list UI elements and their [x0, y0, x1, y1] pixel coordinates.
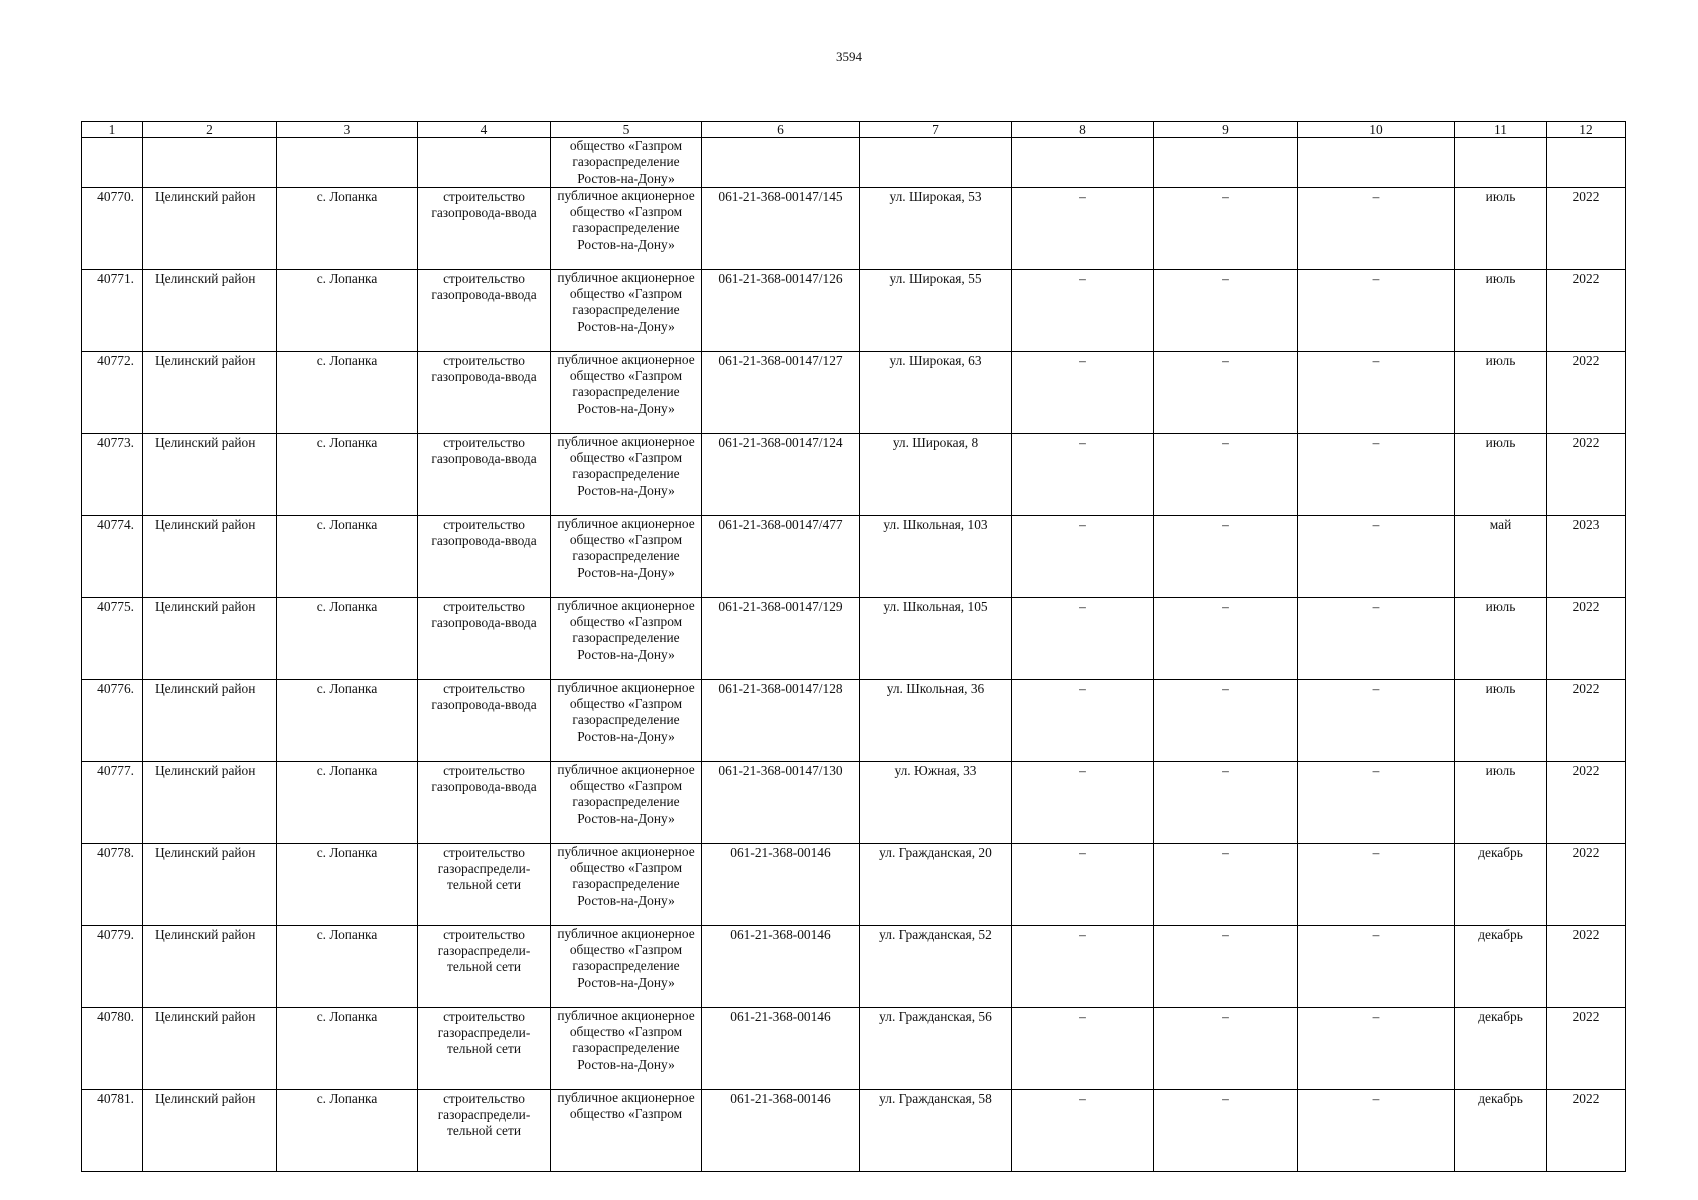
col8-cell: – [1012, 269, 1154, 351]
work-type-cell: строительство газопровода-ввода [418, 351, 551, 433]
permit-code-cell: 061-21-368-00147/126 [702, 269, 860, 351]
table-row [82, 269, 1626, 351]
year-cell: 2022 [1547, 1007, 1626, 1089]
address-cell: ул. Гражданская, 58 [860, 1089, 1012, 1171]
row-number-cell: 40771. [82, 269, 143, 351]
row-number-cell: 40777. [82, 761, 143, 843]
col9-cell: – [1154, 187, 1298, 269]
year-cell: 2022 [1547, 597, 1626, 679]
col10-cell: – [1298, 1089, 1455, 1171]
table-row [82, 433, 1626, 515]
month-cell: декабрь [1455, 925, 1547, 1007]
col10-cell: – [1298, 925, 1455, 1007]
month-cell: декабрь [1455, 1007, 1547, 1089]
organization-cell: публичное акционерное общество «Газпром газораспределение Ростов-на-Дону» [551, 925, 702, 1007]
settlement-cell: с. Лопанка [277, 761, 418, 843]
address-cell: ул. Гражданская, 52 [860, 925, 1012, 1007]
year-cell: 2022 [1547, 187, 1626, 269]
permit-code-cell: 061-21-368-00147/477 [702, 515, 860, 597]
col10-cell: – [1298, 351, 1455, 433]
row-number-cell: 40773. [82, 433, 143, 515]
column-number-row [82, 122, 1626, 138]
work-type-cell: строительство газопровода-ввода [418, 597, 551, 679]
address-cell: ул. Школьная, 105 [860, 597, 1012, 679]
table-row [82, 351, 1626, 433]
work-type-cell: строительство газораспредели-тельной сети [418, 1007, 551, 1089]
work-type-cell: строительство газопровода-ввода [418, 761, 551, 843]
work-type-cell: строительство газораспредели-тельной сети [418, 843, 551, 925]
col9-cell: – [1154, 351, 1298, 433]
year-cell: 2022 [1547, 351, 1626, 433]
col9-cell: – [1154, 433, 1298, 515]
district-cell: Целинский район [143, 597, 277, 679]
address-cell: ул. Школьная, 103 [860, 515, 1012, 597]
permit-code-cell: 061-21-368-00147/130 [702, 761, 860, 843]
organization-cell: публичное акционерное общество «Газпром газораспределение Ростов-на-Дону» [551, 761, 702, 843]
organization-cell: публичное акционерное общество «Газпром газораспределение Ростов-на-Дону» [551, 679, 702, 761]
settlement-cell: с. Лопанка [277, 351, 418, 433]
col9-cell: – [1154, 597, 1298, 679]
district-cell: Целинский район [143, 1007, 277, 1089]
district-cell: Целинский район [143, 433, 277, 515]
row-number-cell: 40775. [82, 597, 143, 679]
page-number: 3594 [836, 49, 862, 64]
row-number-cell: 40778. [82, 843, 143, 925]
col10-cell: – [1298, 1007, 1455, 1089]
permit-code-cell: 061-21-368-00146 [702, 1007, 860, 1089]
year-cell: 2022 [1547, 679, 1626, 761]
col9-cell: – [1154, 843, 1298, 925]
settlement-cell: с. Лопанка [277, 269, 418, 351]
continuation-row [82, 138, 1626, 188]
address-cell: ул. Гражданская, 20 [860, 843, 1012, 925]
col10-cell: – [1298, 433, 1455, 515]
row-number-cell: 40780. [82, 1007, 143, 1089]
column-header: 10 [1298, 122, 1455, 138]
table-row [82, 597, 1626, 679]
month-cell: июль [1455, 433, 1547, 515]
col10-cell: – [1298, 843, 1455, 925]
table-row [82, 679, 1626, 761]
district-cell: Целинский район [143, 351, 277, 433]
col8-cell: – [1012, 1089, 1154, 1171]
col8-cell: – [1012, 679, 1154, 761]
settlement-cell: с. Лопанка [277, 1007, 418, 1089]
settlement-cell: с. Лопанка [277, 843, 418, 925]
column-header: 8 [1012, 122, 1154, 138]
year-cell: 2022 [1547, 269, 1626, 351]
address-cell: ул. Широкая, 8 [860, 433, 1012, 515]
month-cell: июль [1455, 679, 1547, 761]
address-cell: ул. Гражданская, 56 [860, 1007, 1012, 1089]
register-table [81, 121, 1626, 1172]
col9-cell: – [1154, 679, 1298, 761]
work-type-cell: строительство газопровода-ввода [418, 269, 551, 351]
column-header: 12 [1547, 122, 1626, 138]
table-row [82, 187, 1626, 269]
district-cell: Целинский район [143, 1089, 277, 1171]
year-cell: 2022 [1547, 925, 1626, 1007]
col9-cell: – [1154, 761, 1298, 843]
table-row [82, 515, 1626, 597]
organization-cell: публичное акционерное общество «Газпром газораспределение Ростов-на-Дону» [551, 1007, 702, 1089]
address-cell: ул. Южная, 33 [860, 761, 1012, 843]
organization-cell: публичное акционерное общество «Газпром газораспределение Ростов-на-Дону» [551, 843, 702, 925]
month-cell: июль [1455, 351, 1547, 433]
settlement-cell: с. Лопанка [277, 925, 418, 1007]
table-row [82, 925, 1626, 1007]
column-header: 3 [277, 122, 418, 138]
permit-code-cell: 061-21-368-00147/124 [702, 433, 860, 515]
year-cell: 2022 [1547, 761, 1626, 843]
organization-cell: публичное акционерное общество «Газпром газораспределение Ростов-на-Дону» [551, 515, 702, 597]
district-cell: Целинский район [143, 269, 277, 351]
year-cell: 2022 [1547, 433, 1626, 515]
district-cell: Целинский район [143, 843, 277, 925]
work-type-cell: строительство газораспредели-тельной сети [418, 925, 551, 1007]
table-row [82, 843, 1626, 925]
col8-cell: – [1012, 433, 1154, 515]
org-continuation-cell: общество «Газпром газораспределение Ростов-на-Дону» [551, 138, 702, 188]
settlement-cell: с. Лопанка [277, 515, 418, 597]
col8-cell: – [1012, 351, 1154, 433]
col8-cell: – [1012, 597, 1154, 679]
col9-cell: – [1154, 269, 1298, 351]
district-cell: Целинский район [143, 187, 277, 269]
district-cell: Целинский район [143, 679, 277, 761]
col8-cell: – [1012, 1007, 1154, 1089]
settlement-cell: с. Лопанка [277, 1089, 418, 1171]
month-cell: декабрь [1455, 843, 1547, 925]
column-header: 1 [82, 122, 143, 138]
permit-code-cell: 061-21-368-00147/129 [702, 597, 860, 679]
district-cell: Целинский район [143, 925, 277, 1007]
col10-cell: – [1298, 515, 1455, 597]
month-cell: июль [1455, 269, 1547, 351]
address-cell: ул. Широкая, 55 [860, 269, 1012, 351]
organization-cell: публичное акционерное общество «Газпром [551, 1089, 702, 1171]
col10-cell: – [1298, 597, 1455, 679]
month-cell: июль [1455, 187, 1547, 269]
settlement-cell: с. Лопанка [277, 433, 418, 515]
month-cell: июль [1455, 761, 1547, 843]
col10-cell: – [1298, 761, 1455, 843]
table-row [82, 1089, 1626, 1171]
permit-code-cell: 061-21-368-00147/145 [702, 187, 860, 269]
year-cell: 2022 [1547, 1089, 1626, 1171]
row-number-cell: 40779. [82, 925, 143, 1007]
work-type-cell: строительство газопровода-ввода [418, 433, 551, 515]
address-cell: ул. Широкая, 53 [860, 187, 1012, 269]
organization-cell: публичное акционерное общество «Газпром газораспределение Ростов-на-Дону» [551, 597, 702, 679]
column-header: 11 [1455, 122, 1547, 138]
col9-cell: – [1154, 1089, 1298, 1171]
row-number-cell: 40774. [82, 515, 143, 597]
col8-cell: – [1012, 761, 1154, 843]
district-cell: Целинский район [143, 515, 277, 597]
settlement-cell: с. Лопанка [277, 597, 418, 679]
address-cell: ул. Школьная, 36 [860, 679, 1012, 761]
column-header: 6 [702, 122, 860, 138]
col10-cell: – [1298, 187, 1455, 269]
row-number-cell: 40772. [82, 351, 143, 433]
month-cell: декабрь [1455, 1089, 1547, 1171]
organization-cell: публичное акционерное общество «Газпром газораспределение Ростов-на-Дону» [551, 433, 702, 515]
col9-cell: – [1154, 1007, 1298, 1089]
row-number-cell: 40776. [82, 679, 143, 761]
work-type-cell: строительство газопровода-ввода [418, 187, 551, 269]
permit-code-cell: 061-21-368-00146 [702, 1089, 860, 1171]
organization-cell: публичное акционерное общество «Газпром газораспределение Ростов-на-Дону» [551, 351, 702, 433]
district-cell: Целинский район [143, 761, 277, 843]
settlement-cell: с. Лопанка [277, 679, 418, 761]
organization-cell: публичное акционерное общество «Газпром газораспределение Ростов-на-Дону» [551, 269, 702, 351]
col9-cell: – [1154, 925, 1298, 1007]
work-type-cell: строительство газопровода-ввода [418, 515, 551, 597]
row-number-cell: 40770. [82, 187, 143, 269]
organization-cell: публичное акционерное общество «Газпром газораспределение Ростов-на-Дону» [551, 187, 702, 269]
col9-cell: – [1154, 515, 1298, 597]
row-number-cell: 40781. [82, 1089, 143, 1171]
column-header: 7 [860, 122, 1012, 138]
col8-cell: – [1012, 925, 1154, 1007]
column-header: 2 [143, 122, 277, 138]
work-type-cell: строительство газопровода-ввода [418, 679, 551, 761]
column-header: 4 [418, 122, 551, 138]
col8-cell: – [1012, 187, 1154, 269]
col10-cell: – [1298, 679, 1455, 761]
column-header: 5 [551, 122, 702, 138]
settlement-cell: с. Лопанка [277, 187, 418, 269]
column-header: 9 [1154, 122, 1298, 138]
month-cell: июль [1455, 597, 1547, 679]
month-cell: май [1455, 515, 1547, 597]
permit-code-cell: 061-21-368-00146 [702, 925, 860, 1007]
year-cell: 2022 [1547, 843, 1626, 925]
col8-cell: – [1012, 515, 1154, 597]
year-cell: 2023 [1547, 515, 1626, 597]
table-row [82, 761, 1626, 843]
address-cell: ул. Широкая, 63 [860, 351, 1012, 433]
col10-cell: – [1298, 269, 1455, 351]
permit-code-cell: 061-21-368-00147/128 [702, 679, 860, 761]
col8-cell: – [1012, 843, 1154, 925]
permit-code-cell: 061-21-368-00147/127 [702, 351, 860, 433]
permit-code-cell: 061-21-368-00146 [702, 843, 860, 925]
work-type-cell: строительство газораспредели-тельной сети [418, 1089, 551, 1171]
table-row [82, 1007, 1626, 1089]
